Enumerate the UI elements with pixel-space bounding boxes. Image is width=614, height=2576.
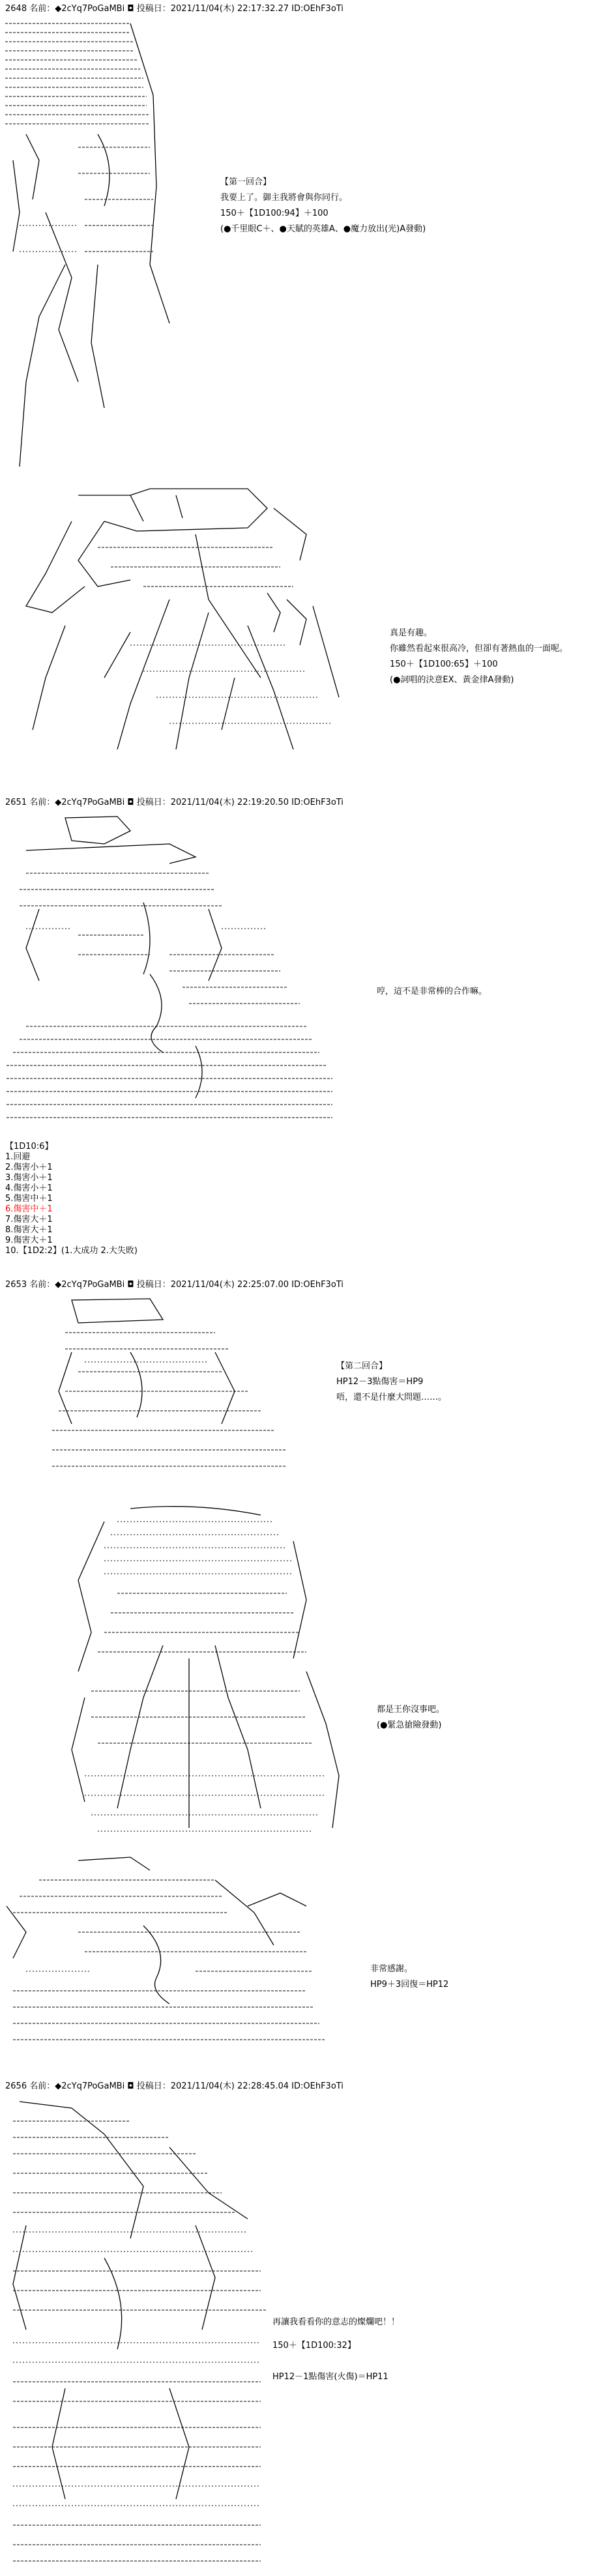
ascii-art-figure — [0, 1854, 614, 2049]
choice-item: 4.傷害小＋1 — [5, 1183, 53, 1193]
dialog-line: 唔，還不是什麼大問題……。 — [336, 1393, 447, 1402]
dialog-line: 【第二回合】 — [336, 1361, 388, 1371]
choice-item: 5.傷害中＋1 — [5, 1194, 53, 1204]
ascii-art-figure — [0, 482, 614, 756]
dialog-line: 非常感謝。 — [370, 1964, 413, 1974]
dialog-box — [370, 1961, 448, 1993]
post-header: 2651 名前：◆2cYq7PoGaMBi ◘ 投稿日：2021/11/04(木) 22:19:20.50 ID:OEhF3oTi — [5, 798, 344, 807]
dialog-line: 都是王你沒事吧。 — [377, 1705, 445, 1715]
ascii-art-figure — [0, 1294, 614, 1483]
dialog-line: 你雖然看起來很高冷，但卻有著熱血的一面呢。 — [390, 644, 568, 654]
dialog-box — [272, 2315, 400, 2385]
choice-item: 7.傷害大＋1 — [5, 1215, 53, 1224]
ascii-art-figure — [0, 17, 614, 480]
dialog-line: 哼，這不是非常棒的合作嘛。 — [377, 987, 488, 996]
dialog-box — [220, 175, 426, 237]
choice-item: 6.傷害中＋1 — [5, 1204, 53, 1214]
dialog-line: 我要上了。御主我將會與你同行。 — [220, 193, 348, 203]
dialog-box — [390, 626, 568, 688]
dialog-box — [377, 1702, 445, 1733]
choice-item: 【1D10:6】 — [5, 1142, 53, 1151]
choice-item: 1.回避 — [5, 1152, 31, 1162]
dialog-line: 再讓我看看你的意志的燦爛吧！！ — [272, 2317, 400, 2327]
choice-item: 10.【1D2:2】(1.大成功 2.大失敗) — [5, 1246, 138, 1256]
choice-item: 2.傷害小＋1 — [5, 1163, 53, 1172]
ascii-art-figure — [0, 1502, 614, 1841]
ascii-art-figure — [0, 811, 614, 1137]
dialog-box — [336, 1359, 446, 1406]
dialog-line: 150＋【1D100:32】 — [272, 2341, 356, 2351]
post-header: 2653 名前：◆2cYq7PoGaMBi ◘ 投稿日：2021/11/04(木) 22:25:07.00 ID:OEhF3oTi — [5, 1280, 344, 1290]
dialog-line: (●千里眼C＋、●天賦的英雄A、●魔力放出(光)A發動) — [220, 224, 426, 234]
dialog-line: HP9＋3回復＝HP12 — [370, 1980, 449, 1990]
dialog-line: 【第一回合】 — [220, 177, 272, 187]
dialog-line: (●緊急搶險發動) — [377, 1720, 442, 1730]
dialog-line: 150＋【1D100:94】＋100 — [220, 209, 329, 218]
dialog-line: (●詞唱的決意EX、黃金律A發動) — [390, 675, 514, 685]
choice-item: 9.傷害大＋1 — [5, 1236, 53, 1245]
post-header: 2648 名前：◆2cYq7PoGaMBi ◘ 投稿日：2021/11/04(木) 22:17:32.27 ID:OEhF3oTi — [5, 4, 344, 14]
post-header: 2656 名前：◆2cYq7PoGaMBi ◘ 投稿日：2021/11/04(木) 22:28:45.04 ID:OEhF3oTi — [5, 2081, 344, 2091]
dialog-line: HP12－3點傷害＝HP9 — [336, 1377, 424, 1387]
choice-list — [5, 1142, 138, 1256]
dialog-line: HP12－1點傷害(火傷)＝HP11 — [272, 2372, 388, 2382]
dialog-line: 真是有趣。 — [390, 628, 433, 638]
dialog-line: 150＋【1D100:65】＋100 — [390, 659, 498, 669]
choice-item: 3.傷害小＋1 — [5, 1173, 53, 1183]
dialog-box — [377, 984, 487, 1000]
choice-item: 8.傷害大＋1 — [5, 1225, 53, 1235]
